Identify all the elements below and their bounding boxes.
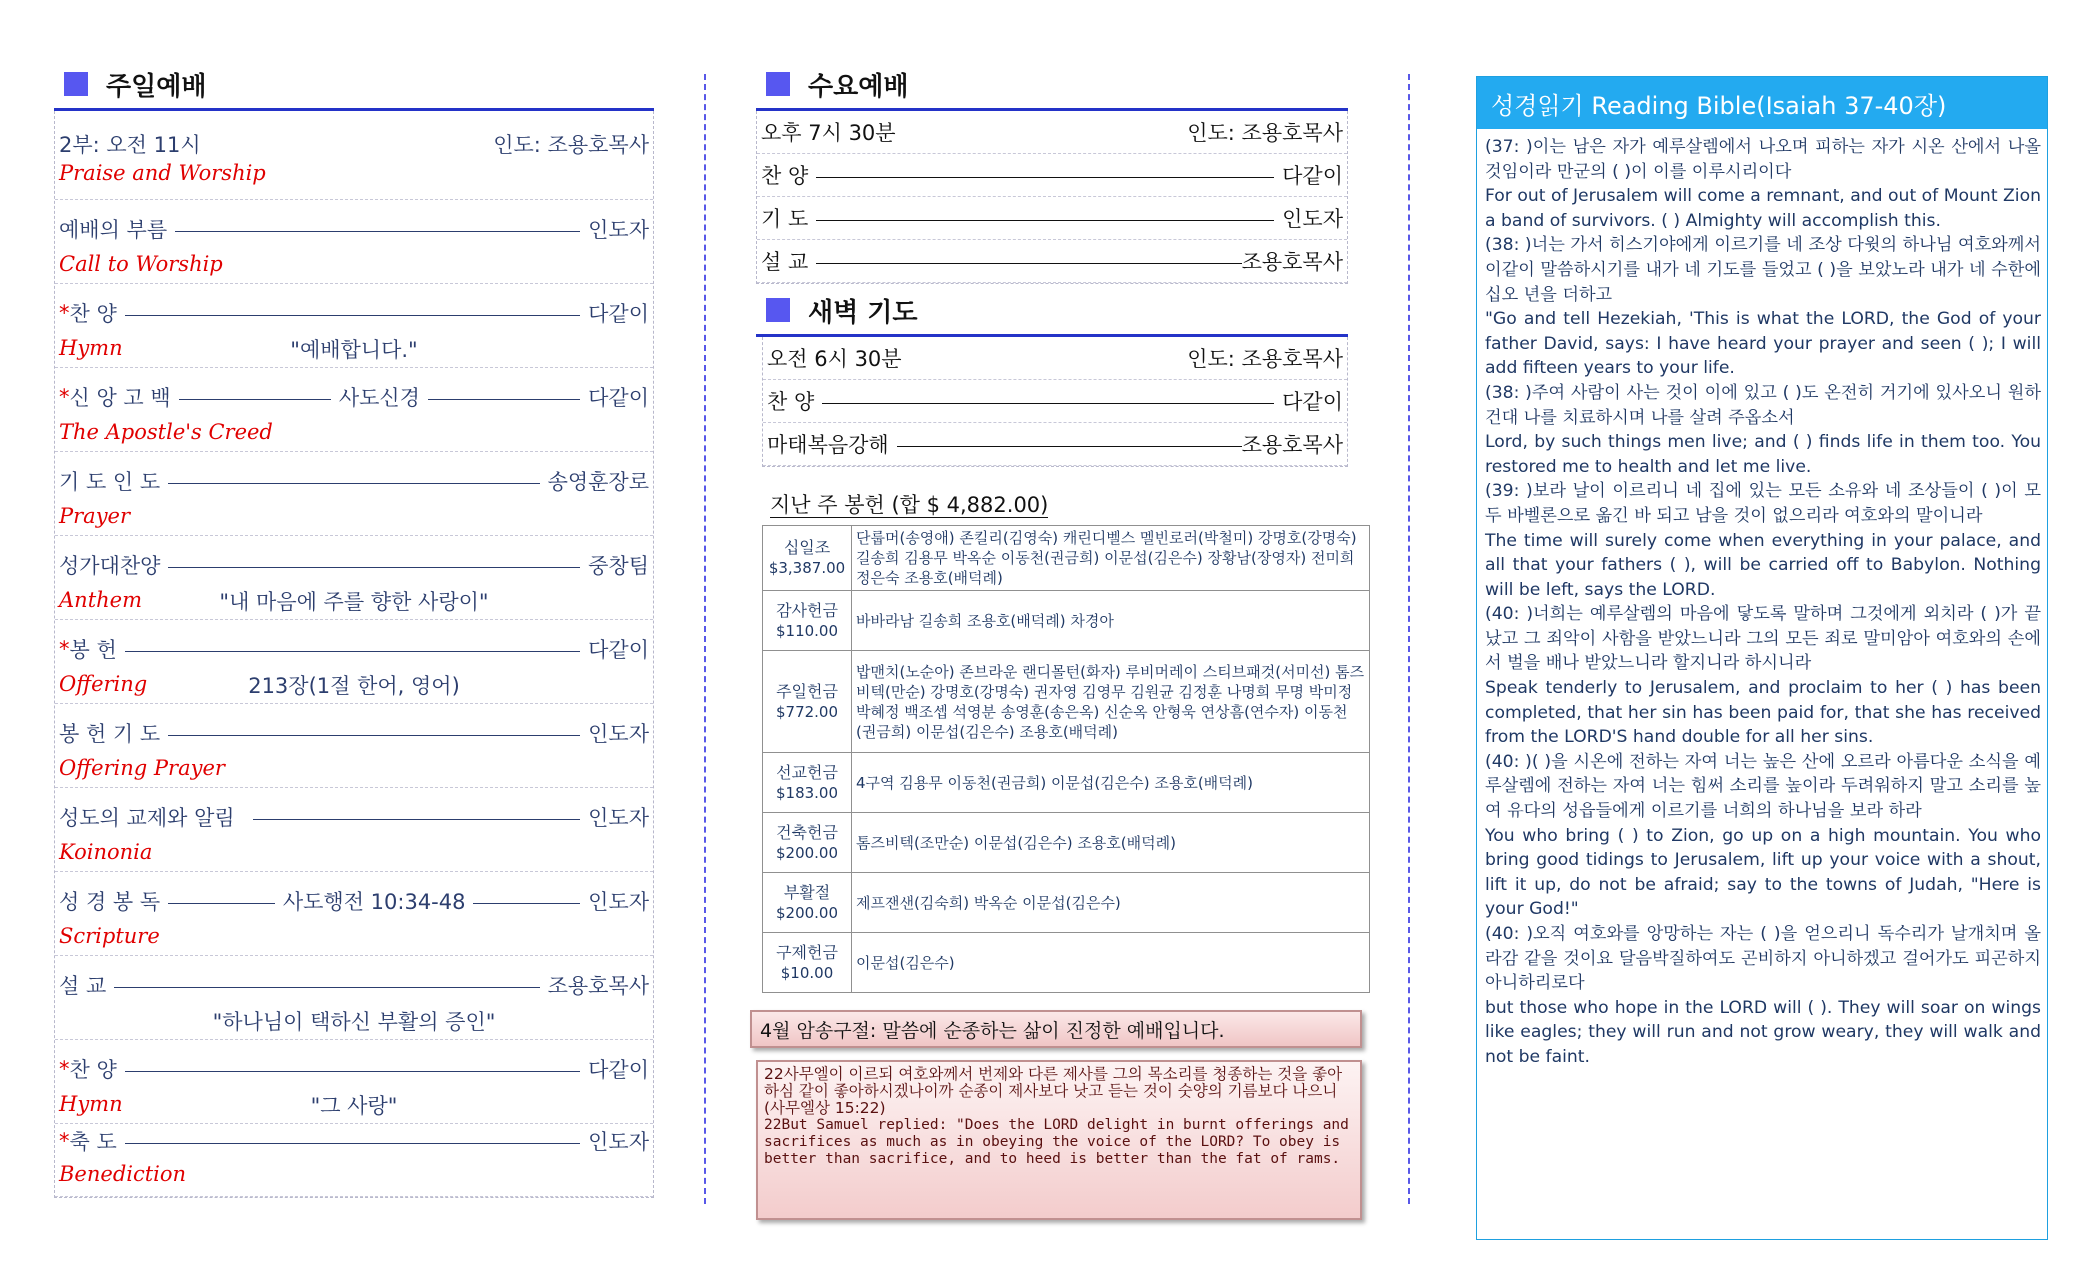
order-en: Scripture [59, 924, 160, 948]
sunday-header [54, 60, 654, 111]
order-mid: 사도신경 [338, 386, 420, 410]
order-note: "그 사랑" [310, 1094, 398, 1118]
order-ko: 예배의 부름 [59, 218, 168, 242]
order-row [55, 452, 653, 536]
bible-paragraph: (40: )( )을 시온에 전하는 자여 너는 높은 산에 오르라 아름다운 소식을 예루살렘에 전하는 자여 너는 힘써 소리를 높이라 두려워하지 말고 소리를 높여 유다의 성읍들에게 이르기를 너희의 하나님을 보라 하라 [1485, 751, 2041, 822]
offering-table [762, 525, 1370, 993]
order-ko: 봉 헌 기 도 [59, 722, 161, 746]
order-leader: 조용호목사 [1241, 433, 1343, 457]
order-row [55, 620, 653, 704]
bible-paragraph: The time will surely come when everything in your palace, and all that your fathers ( ), will be carried off to Babylon. Nothing will be left, says the LORD. [1485, 530, 2041, 600]
order-leader: 다같이 [588, 386, 649, 410]
order-en: Koinonia [59, 840, 153, 864]
bible-paragraph: (38: )너는 가서 히스기야에게 이르기를 네 조상 다윗의 하나님 여호와께서 이같이 말씀하시기를 내가 네 기도를 들었고 ( )을 보았노라 내가 네 수한에 십오 년을 더하고 [1485, 235, 2041, 305]
order-ko: 찬 양 [761, 164, 809, 188]
order-leader: 인도자 [588, 806, 649, 830]
offering-row [763, 651, 1370, 753]
offering-category: 부활절 [783, 882, 831, 902]
order-en: Anthem [59, 588, 142, 612]
order-ko: 성가대찬양 [59, 554, 161, 578]
dawn-header [756, 290, 1348, 337]
wednesday-time-row [757, 111, 1347, 154]
order-note: "하나님이 택하신 부활의 증인" [212, 1010, 496, 1034]
bible-paragraph: "Go and tell Hezekiah, 'This is what the LORD, the God of your father David, says: I have heard your prayer and seen ( ); I will add fifteen years to your life. [1485, 309, 2041, 379]
wednesday-order [756, 111, 1348, 284]
sunday-service [54, 60, 654, 1198]
order-en: Hymn [59, 1092, 123, 1116]
offering-amount: $183.00 [775, 783, 839, 802]
offering-row [763, 591, 1370, 651]
offering-category: 선교헌금 [776, 762, 838, 782]
square-bullet-icon [766, 72, 790, 96]
wednesday-time: 오후 7시 30분 [761, 121, 896, 145]
order-en: The Apostle's Creed [59, 420, 273, 444]
wednesday-header [756, 60, 1348, 111]
offering-names: 제프잰샌(김숙희) 박옥순 이문섭(김은수) [852, 873, 1370, 933]
order-note: "내 마음에 주를 향한 사랑이" [219, 590, 489, 614]
order-leader: 다같이 [588, 638, 649, 662]
order-ko: 축 도 [69, 1130, 117, 1154]
order-mid: 사도행전 10:34-48 [282, 890, 466, 914]
order-row [55, 368, 653, 452]
opening-en: Praise and Worship [59, 161, 266, 185]
order-row [757, 154, 1347, 197]
memory-verse-body [756, 1060, 1362, 1220]
order-row [55, 536, 653, 620]
offering-category: 주일헌금 [776, 681, 838, 701]
order-row [55, 1124, 653, 1197]
offering-row [763, 933, 1370, 993]
order-row [55, 956, 653, 1040]
order-ko: 성 경 봉 독 [59, 890, 161, 914]
column-divider-2 [1408, 74, 1410, 1204]
order-ko: 찬 양 [69, 1058, 117, 1082]
offering-category: 구제헌금 [776, 942, 838, 962]
order-leader: 인도자 [588, 218, 649, 242]
order-row [55, 872, 653, 956]
order-row [763, 380, 1347, 423]
dawn-time-row [763, 337, 1347, 380]
sunday-title: 주일예배 [106, 72, 207, 102]
order-en: Benediction [59, 1162, 187, 1186]
star-icon: * [59, 385, 70, 409]
bible-reading [1476, 76, 2048, 1240]
memory-verse-ko: 22사무엘이 이르되 여호와께서 번제와 다른 제사를 그의 목소리를 청종하는 것을 좋아하심 같이 좋아하시겠나이까 순종이 제사보다 낫고 듣는 것이 숫양의 기름보다 나으니(사무엘상 15:22) [764, 1065, 1343, 1117]
offering-amount: $10.00 [780, 963, 834, 982]
sunday-order [54, 111, 654, 1198]
order-ko: 찬 양 [767, 390, 815, 414]
order-leader: 다같이 [588, 302, 649, 326]
bible-body [1477, 129, 2047, 1070]
square-bullet-icon [64, 72, 88, 96]
order-ko: 설 교 [59, 974, 107, 998]
order-leader: 인도자 [588, 890, 650, 914]
service-leader: 인도: 조용호목사 [493, 133, 649, 157]
order-row [55, 284, 653, 368]
order-ko: 찬 양 [69, 302, 117, 326]
dawn-order [762, 337, 1348, 467]
offering-category: 건축헌금 [776, 822, 838, 842]
order-ko: 성도의 교제와 알림 [59, 806, 235, 830]
order-note: 213장(1절 한어, 영어) [248, 674, 460, 698]
star-icon: * [59, 301, 70, 325]
column-divider-1 [704, 74, 706, 1204]
order-row [757, 240, 1347, 283]
order-leader: 인도자 [588, 722, 649, 746]
order-leader: 송영훈장로 [547, 470, 649, 494]
offering-title-row [756, 489, 1356, 519]
offering-names: 이문섭(김은수) [852, 933, 1370, 993]
order-ko: 설 교 [761, 250, 809, 274]
service-time-row [55, 111, 653, 200]
order-ko: 신 앙 고 백 [69, 386, 171, 410]
star-icon: * [59, 1129, 70, 1153]
offering-amount: $110.00 [775, 621, 839, 640]
order-en: Prayer [59, 504, 131, 528]
memory-verse-title: 4월 암송구절: 말씀에 순종하는 삶이 진정한 예배입니다. [750, 1010, 1362, 1048]
offering-names: 톰즈비텍(조만순) 이문섭(김은수) 조용호(배덕례) [852, 813, 1370, 873]
order-row [55, 704, 653, 788]
offering-amount: $772.00 [775, 702, 839, 721]
order-row [55, 788, 653, 872]
bible-paragraph: (40: )오직 여호와를 앙망하는 자는 ( )을 얻으리니 독수리가 날개치며 올라감 같을 것이요 달음박질하여도 곤비하지 아니하겠고 걸어가도 피곤하지 아니하리로다 [1485, 924, 2041, 994]
bible-paragraph: (40: )너희는 예루살렘의 마음에 닿도록 말하며 그것에게 외치라 ( )가 끝났고 그 죄악이 사함을 받았느니라 그의 모든 죄로 말미암아 여호와의 손에서 벌을 배나 받았느니라 할지니라 하시니라 [1485, 604, 2041, 674]
bible-title: 성경읽기 Reading Bible(Isaiah 37-40장) [1477, 77, 2047, 129]
order-en: Offering [59, 672, 148, 696]
bible-paragraph: You who bring ( ) to Zion, go up on a high mountain. You who bring good tidings to Jerusalem, lift up your voice with a shout, lift it up, do not be afraid; say to the towns of Judah, "Here is your God!" [1485, 825, 2041, 920]
bible-paragraph: (37: )이는 남은 자가 예루살렘에서 나오며 피하는 자가 시온 산에서 나올 것임이라 만군의 ( )이 이를 이루시리이다 [1485, 137, 2041, 182]
order-leader: 다같이 [588, 1058, 649, 1082]
offering-amount: $3,387.00 [768, 559, 846, 577]
order-en: Hymn [59, 336, 123, 360]
offering-row [763, 813, 1370, 873]
order-row [55, 200, 653, 284]
offering-category: 감사헌금 [776, 600, 838, 620]
order-ko: 기 도 인 도 [59, 470, 161, 494]
offering-names: 단룹머(송영애) 존킬리(김영숙) 캐린디벨스 멜빈로러(박철미) 강명호(강명숙) 길송희 김용무 박옥순 이동천(권금희) 이문섭(김은수) 장황남(장영자) 전미희 정은숙 조용호(배덕례) [852, 526, 1370, 591]
order-en: Call to Worship [59, 252, 223, 276]
memory-verse-en: 22But Samuel replied: "Does the LORD delight in burnt offerings and sacrifices as much as in obeying the voice of the LORD? To obey is better than sacrifice, and to heed is better than the fat of rams. [764, 1117, 1349, 1167]
order-leader: 다같이 [1282, 390, 1343, 414]
offering-row [763, 526, 1370, 591]
bible-paragraph: (39: )보라 날이 이르리니 네 집에 있는 모든 소유와 네 조상들이 ( )이 모두 바벨론으로 옮긴 바 되고 남을 것이 없으리라 여호와의 말이니라 [1485, 481, 2041, 526]
offering-names: 밥맨치(노순아) 존브라운 랜디몰턴(화자) 루비머레이 스티브패것(서미선) 톰즈비텍(만순) 강명호(강명숙) 권자영 김영무 김원균 김정훈 나명희 무명 박미정 박혜정 백조셉 석영분 송영훈(송은옥) 신순옥 안형욱 연상흠(연수자) 이동천(권금희) 이문섭(김은수) 조용호(배덕례) [852, 651, 1370, 753]
bible-paragraph: but those who hope in the LORD will ( ). They will soar on wings like eagles; they will run and not grow weary, they will walk and not be faint. [1485, 997, 2041, 1067]
offering-row [763, 873, 1370, 933]
order-leader: 인도자 [1282, 207, 1343, 231]
order-ko: 봉 헌 [69, 638, 117, 662]
offering-amount: $200.00 [775, 903, 839, 922]
order-ko: 기 도 [761, 207, 809, 231]
order-leader: 중창팀 [588, 554, 649, 578]
offering-title: 지난 주 봉헌 (합 $ 4,882.00) [770, 493, 1049, 517]
order-en: Offering Prayer [59, 756, 225, 780]
bible-paragraph: (38: )주여 사람이 사는 것이 이에 있고 ( )도 온전히 거기에 있사오니 원하건대 나를 치료하시며 나를 살려 주옵소서 [1485, 382, 2041, 428]
order-leader: 인도자 [588, 1130, 649, 1154]
wednesday-title: 수요예배 [808, 72, 909, 102]
dawn-leader: 인도: 조용호목사 [1187, 347, 1343, 371]
offering-names: 4구역 김용무 이동천(권금희) 이문섭(김은수) 조용호(배덕례) [852, 753, 1370, 813]
service-time: 2부: 오전 11시 [59, 133, 201, 157]
square-bullet-icon [766, 298, 790, 322]
offering-row [763, 753, 1370, 813]
bible-paragraph: Lord, by such things men live; and ( ) finds life in them too. You restored me to health and let me live. [1485, 432, 2041, 477]
bible-paragraph: For out of Jerusalem will come a remnant, and out of Mount Zion a band of survivors. ( ) Almighty will accomplish this. [1485, 186, 2041, 231]
order-leader: 조용호목사 [1241, 250, 1343, 274]
star-icon: * [59, 1057, 70, 1081]
dawn-time: 오전 6시 30분 [767, 347, 902, 371]
wednesday-leader: 인도: 조용호목사 [1187, 121, 1343, 145]
offering-names: 바바라남 길송희 조용호(배덕례) 차경아 [852, 591, 1370, 651]
offering-category: 십일조 [783, 538, 831, 557]
offering-amount: $200.00 [775, 843, 839, 862]
weekday-services [756, 60, 1365, 1167]
order-leader: 다같이 [1282, 164, 1343, 188]
order-row [763, 423, 1347, 466]
order-ko: 마태복음강해 [767, 433, 889, 457]
dawn-title: 새벽 기도 [808, 298, 918, 328]
order-note: "예배합니다." [290, 338, 418, 362]
order-row [55, 1040, 653, 1124]
star-icon: * [59, 637, 70, 661]
bible-paragraph: Speak tenderly to Jerusalem, and proclaim to her ( ) has been completed, that her sin has been paid for, that she has received from the LORD'S hand double for all her sins. [1485, 678, 2041, 748]
order-row [757, 197, 1347, 240]
order-leader: 조용호목사 [547, 974, 649, 998]
